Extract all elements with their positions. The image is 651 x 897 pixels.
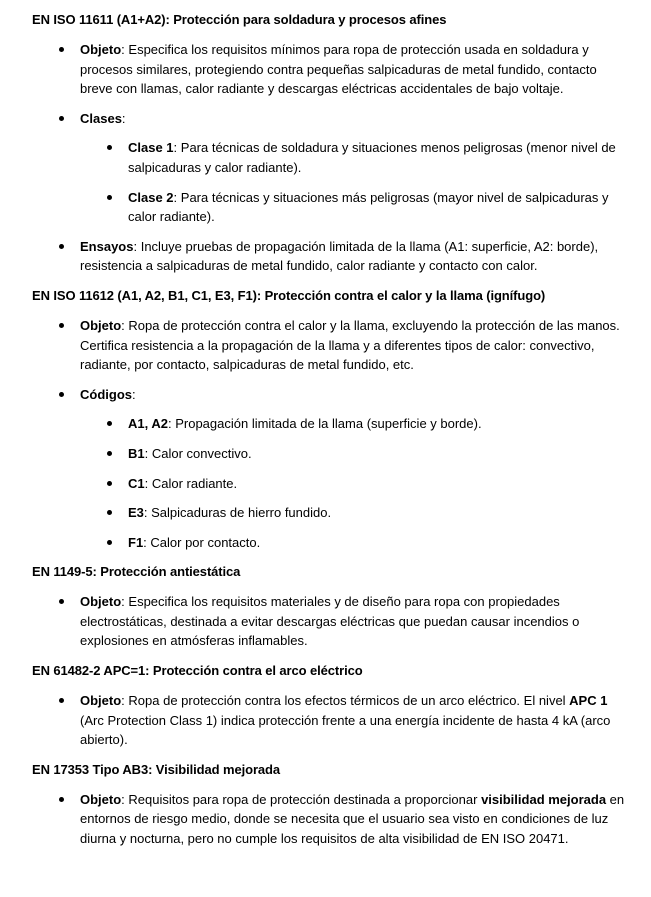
list-item-codigos	[32, 385, 627, 405]
list-item-clase-2	[32, 188, 627, 227]
item-label: Clases	[80, 110, 122, 126]
item-text: :	[132, 386, 136, 402]
list-item-clase-1	[32, 138, 627, 177]
item-text: : Requisitos para ropa de protección destinada a proporcionar	[121, 791, 482, 807]
code-label: E3	[128, 505, 144, 521]
visibility-label: visibilidad mejorada	[481, 791, 607, 807]
item-label: Clase 2	[128, 189, 174, 205]
code-text: : Calor por contacto.	[143, 534, 261, 550]
item-text: : Ropa de protección contra los efectos térmicos de un arco eléctrico. El nivel	[121, 693, 570, 709]
item-label: Ensayos	[80, 238, 134, 254]
list-item-objeto	[32, 40, 627, 99]
bullet-icon	[107, 510, 112, 515]
apc-label: APC 1	[569, 693, 608, 709]
section-list-en-17353	[32, 790, 627, 849]
code-label: A1, A2	[128, 416, 168, 432]
list-item-ensayos	[32, 237, 627, 276]
bullet-icon	[107, 481, 112, 486]
item-text: :	[121, 110, 126, 126]
bullet-icon	[59, 47, 64, 52]
item-text: (Arc Protection Class 1) indica protección frente a una energía incidente de hasta 4 kA (arco abierto).	[80, 712, 611, 748]
bullet-icon	[59, 392, 64, 397]
section-heading-en-17353: EN 17353 Tipo AB3: Visibilidad mejorada	[32, 761, 281, 777]
item-text: : Especifica los requisitos materiales y de diseño para ropa con propiedades electrostáticas, destinada a evitar descargas eléctricas que puedan causar incendios o explosiones en atmósferas inflamables.	[80, 594, 580, 649]
section-heading-iso-11612: EN ISO 11612 (A1, A2, B1, C1, E3, F1): Protección contra el calor y la llama (ignífugo)	[32, 287, 546, 303]
code-text: : Propagación limitada de la llama (superficie y borde).	[167, 416, 482, 432]
list-item-code	[32, 533, 627, 553]
bullet-icon	[59, 323, 64, 328]
list-item-objeto	[32, 592, 627, 651]
item-label: Clase 1	[128, 140, 174, 156]
item-label: Objeto	[80, 693, 122, 709]
code-text: : Calor convectivo.	[144, 445, 252, 461]
item-label: Objeto	[80, 594, 122, 610]
section-heading-en-61482-2: EN 61482-2 APC=1: Protección contra el arco eléctrico	[32, 663, 363, 679]
item-label: Códigos	[80, 386, 132, 402]
bullet-icon	[59, 698, 64, 703]
item-label: Objeto	[80, 42, 122, 57]
bullet-icon	[107, 421, 112, 426]
list-item-code	[32, 474, 627, 494]
bullet-icon	[59, 599, 64, 604]
item-text: en entornos de riesgo medio, donde se necesita que el usuario sea visto en condiciones de luz diurna y nocturna, pero no cumple los requisitos de alta visibilidad de EN ISO 20471.	[80, 791, 625, 847]
bullet-icon	[59, 244, 64, 249]
bullet-icon	[107, 451, 112, 456]
item-label: Objeto	[80, 317, 122, 333]
list-item-clases	[32, 109, 627, 129]
code-label: B1	[128, 445, 145, 461]
code-label: F1	[128, 534, 144, 550]
bullet-icon	[107, 145, 112, 150]
section-list-en-61482-2	[32, 691, 627, 750]
bullet-icon	[59, 116, 64, 121]
list-item-objeto	[32, 691, 627, 750]
item-text: : Ropa de protección contra el calor y la llama, excluyendo la protección de las manos. Certifica resistencia a la propagación de la llama y a diferentes tipos de calor: convectivo, radiante, por contacto, salpicaduras de metal fundido, etc.	[80, 317, 620, 373]
list-item-code	[32, 503, 627, 523]
bullet-icon	[107, 195, 112, 200]
code-text: : Salpicaduras de hierro fundido.	[143, 505, 332, 521]
section-list-en-1149-5	[32, 592, 627, 651]
section-list-iso-11611	[32, 40, 627, 276]
item-label: Objeto	[80, 791, 122, 807]
list-item-code	[32, 444, 627, 464]
list-item-objeto	[32, 790, 627, 849]
item-text: : Para técnicas y situaciones más peligrosas (mayor nivel de salpicaduras y calor radiante).	[128, 189, 609, 225]
bullet-icon	[107, 540, 112, 545]
section-list-iso-11612	[32, 316, 627, 552]
item-text: : Incluye pruebas de propagación limitada de la llama (A1: superficie, A2: borde), resistencia a salpicaduras de metal fundido, calor radiante y contacto con calor.	[80, 238, 599, 274]
item-text: : Especifica los requisitos mínimos para ropa de protección usada en soldadura y procesos similares, protegiendo contra pequeñas salpicaduras de metal fundido, contacto breve con llamas, calor radiante y descargas eléctricas accidentales de bajo voltaje.	[80, 42, 597, 97]
section-heading-en-1149-5: EN 1149-5: Protección antiestática	[32, 564, 241, 580]
list-item-objeto	[32, 316, 627, 375]
item-text: : Para técnicas de soldadura y situaciones menos peligrosas (menor nivel de salpicaduras y calor radiante).	[128, 140, 616, 175]
bullet-icon	[59, 797, 64, 802]
list-item-code	[32, 414, 627, 434]
section-heading-iso-11611: EN ISO 11611 (A1+A2): Protección para soldadura y procesos afines	[32, 12, 447, 27]
code-label: C1	[128, 475, 145, 491]
code-text: : Calor radiante.	[144, 475, 238, 491]
